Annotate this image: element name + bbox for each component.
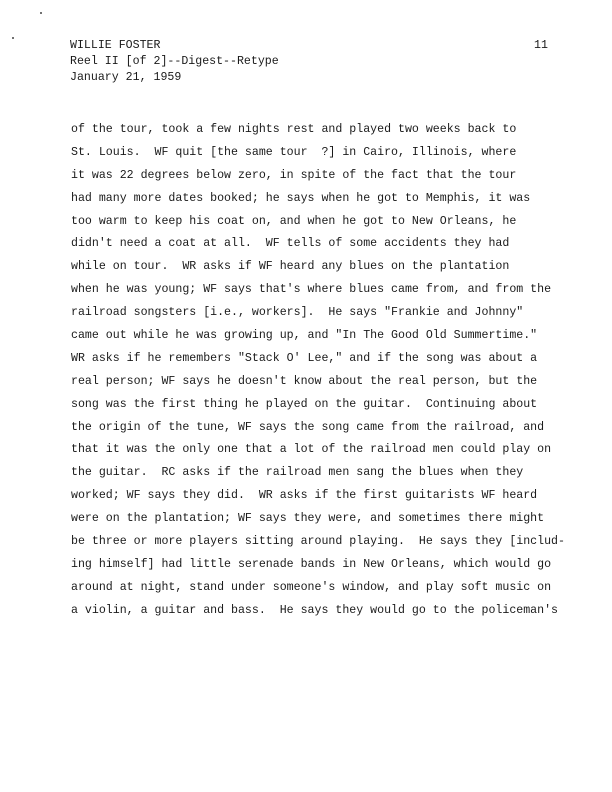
body-line: railroad songsters [i.e., workers]. He says "Frankie and Johnny"	[71, 306, 524, 320]
body-line: the guitar. RC asks if the railroad men sang the blues when they	[71, 466, 524, 480]
body-line: be three or more players sitting around playing. He says they [includ-	[71, 535, 565, 549]
body-line: WR asks if he remembers "Stack O' Lee," and if the song was about a	[71, 351, 538, 365]
scan-speck	[12, 37, 14, 39]
body-line: the origin of the tune, WF says the song came from the railroad, and	[71, 420, 545, 434]
body-line: real person; WF says he doesn't know about the real person, but the	[71, 374, 538, 388]
body-line: came out while he was growing up, and "In The Good Old Summertime."	[71, 329, 538, 343]
body-line: too warm to keep his coat on, and when he got to New Orleans, he	[71, 214, 517, 228]
document-header	[70, 38, 279, 86]
body-line: didn't need a coat at all. WF tells of some accidents they had	[71, 237, 510, 251]
body-line: of the tour, took a few nights rest and played two weeks back to	[71, 123, 517, 136]
body-text	[71, 119, 583, 623]
body-line: a violin, a guitar and bass. He says they would go to the policeman's	[71, 603, 559, 617]
body-line: while on tour. WR asks if WF heard any blues on the plantation	[71, 260, 510, 274]
body-line: had many more dates booked; he says when he got to Memphis, it was	[71, 191, 531, 205]
header-reel: Reel II [of 2]--Digest--Retype	[70, 55, 279, 68]
body-line: worked; WF says they did. WR asks if the first guitarists WF heard	[71, 489, 538, 503]
body-line: ing himself] had little serenade bands in New Orleans, which would go	[71, 557, 552, 571]
body-line: it was 22 degrees below zero, in spite of the fact that the tour	[71, 168, 517, 182]
body-line: around at night, stand under someone's window, and play soft music on	[71, 580, 552, 594]
scan-speck	[40, 12, 42, 14]
body-line: were on the plantation; WF says they were, and sometimes there might	[71, 512, 545, 526]
body-line: when he was young; WF says that's where blues came from, and from the	[71, 283, 552, 297]
header-date: January 21, 1959	[70, 71, 182, 84]
body-line: song was the first thing he played on the guitar. Continuing about	[71, 397, 538, 411]
header-name: WILLIE FOSTER	[70, 39, 161, 52]
body-line: that it was the only one that a lot of the railroad men could play on	[71, 443, 552, 457]
body-line: St. Louis. WF quit [the same tour ?] in Cairo, Illinois, where	[71, 145, 517, 159]
page-number: 11	[534, 39, 548, 52]
